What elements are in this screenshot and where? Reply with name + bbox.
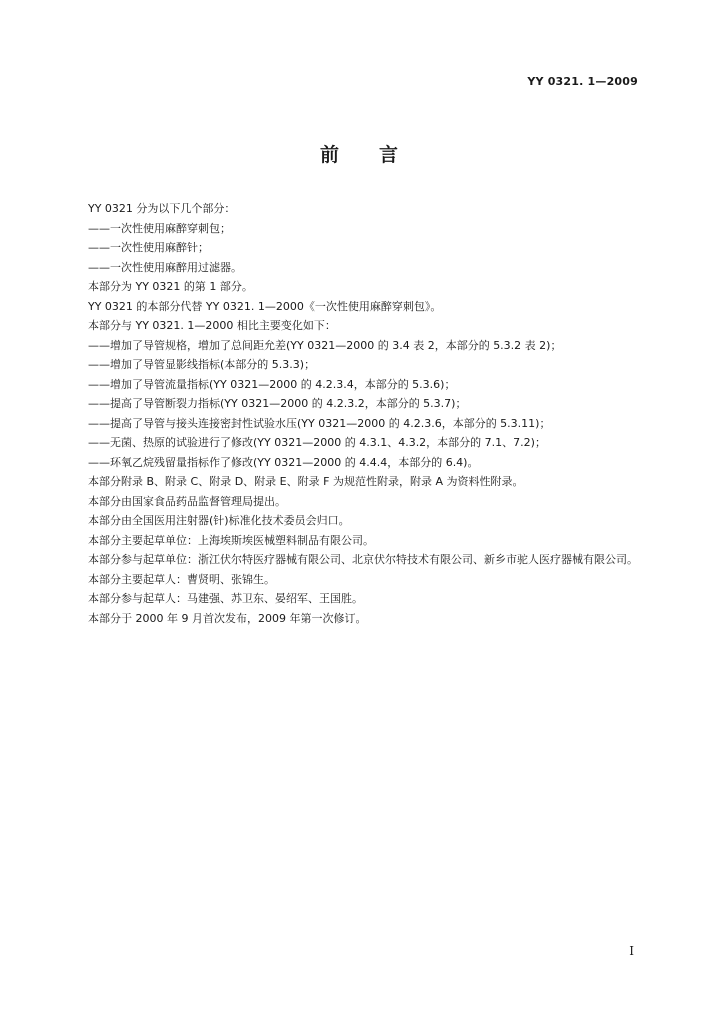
change-item: ——环氧乙烷残留量指标作了修改(YY 0321—2000 的 4.4.4，本部分的 6.4)。 (88, 455, 479, 469)
change-item: ——增加了导管规格，增加了总间距允差(YY 0321—2000 的 3.4 表 2，本部分的 5.3.2 表 2)； (88, 338, 562, 352)
change-item: ——增加了导管显影线指标(本部分的 5.3.3)； (88, 358, 316, 371)
list-item-part-2: ——一次性使用麻醉针； (88, 241, 209, 254)
document-code: YY 0321. 1—2009 (527, 75, 638, 88)
paragraph-parts-intro: YY 0321 分为以下几个部分： (88, 202, 236, 215)
paragraph-participating-units: 本部分参与起草单位：浙江伏尔特医疗器械有限公司、北京伏尔特技术有限公司、新乡市驼人医疗器械有限公司。 (88, 553, 638, 566)
page-number: I (629, 944, 634, 958)
paragraph-annexes: 本部分附录 B、附录 C、附录 D、附录 E、附录 F 为规范性附录，附录 A 为资料性附录。 (88, 475, 524, 488)
change-item: ——增加了导管流量指标(YY 0321—2000 的 4.2.3.4，本部分的 5.3.6)； (88, 377, 456, 391)
change-item: ——提高了导管断裂力指标(YY 0321—2000 的 4.2.3.2，本部分的 5.3.7)； (88, 397, 467, 410)
paragraph-main-drafting-unit: 本部分主要起草单位：上海埃斯埃医械塑料制品有限公司。 (88, 533, 374, 547)
paragraph-centralized-by: 本部分由全国医用注射器(针)标准化技术委员会归口。 (88, 514, 350, 527)
paragraph-changes-intro: 本部分与 YY 0321. 1—2000 相比主要变化如下： (88, 319, 336, 332)
list-item-part-1: ——一次性使用麻醉穿刺包； (88, 221, 231, 235)
paragraph-replaces: YY 0321 的本部分代替 YY 0321. 1—2000《一次性使用麻醉穿刺包》。 (88, 299, 442, 313)
foreword-body (66, 199, 646, 628)
paragraph-proposed-by: 本部分由国家食品药品监督管理局提出。 (88, 494, 286, 508)
paragraph-publication-history: 本部分于 2000 年 9 月首次发布，2009 年第一次修订。 (88, 611, 367, 625)
paragraph-this-part: 本部分为 YY 0321 的第 1 部分。 (88, 280, 253, 293)
change-item: ——无菌、热原的试验进行了修改(YY 0321—2000 的 4.3.1、4.3.2，本部分的 7.1、7.2)； (88, 436, 546, 449)
paragraph-participating-drafters: 本部分参与起草人：马建强、苏卫东、晏绍军、王国胜。 (88, 592, 363, 605)
list-item-part-3: ——一次性使用麻醉用过滤器。 (88, 260, 242, 274)
title-part-1: 前 (319, 144, 345, 166)
change-item: ——提高了导管与接头连接密封性试验水压(YY 0321—2000 的 4.2.3.6，本部分的 5.3.11)； (88, 416, 551, 430)
page-title (0, 140, 724, 167)
paragraph-main-drafters: 本部分主要起草人：曹贤明、张锦生。 (88, 572, 275, 586)
title-part-2: 言 (379, 144, 405, 166)
